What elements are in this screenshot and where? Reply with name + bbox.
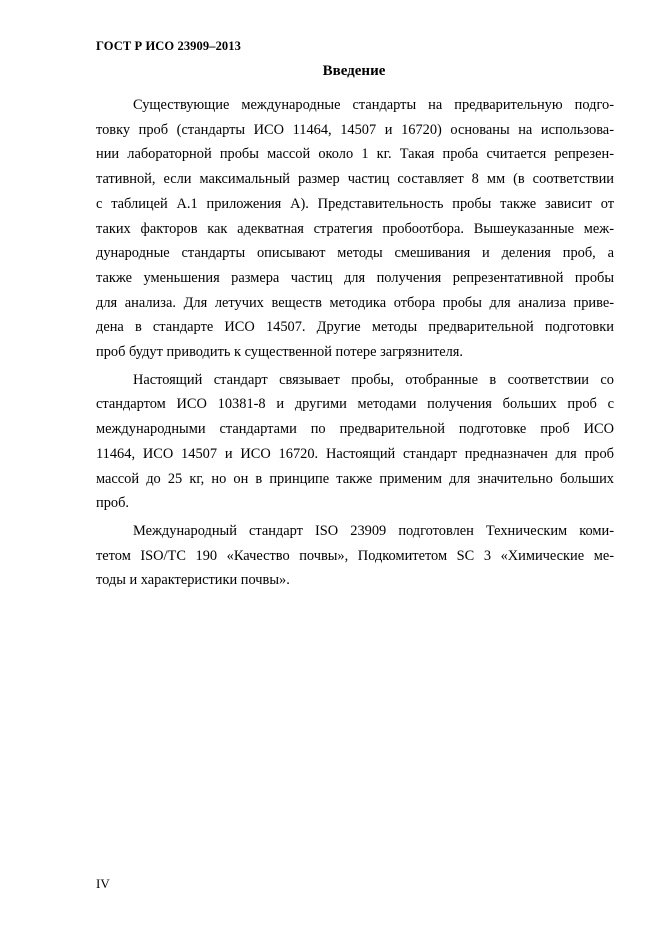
text-line: таких факторов как адекватная стратегия пробоотбора. Вышеуказанные меж- bbox=[96, 220, 614, 237]
text-line: тоды и характеристики почвы». bbox=[96, 572, 290, 589]
body-text bbox=[96, 93, 614, 596]
text-line: также уменьшения размера частиц для получения репрезентативной пробы bbox=[96, 269, 614, 286]
text-line: с таблицей А.1 приложения А). Представительность пробы также зависит от bbox=[96, 195, 614, 212]
section-title: Введение bbox=[322, 63, 386, 79]
text-line: проб будут приводить к существенной потере загрязнителя. bbox=[96, 344, 464, 361]
text-line: Международный стандарт ISO 23909 подготовлен Техническим коми- bbox=[133, 522, 614, 539]
text-line: 11464, ИСО 14507 и ИСО 16720. Настоящий стандарт предназначен для проб bbox=[96, 445, 614, 462]
text-line: для анализа. Для летучих веществ методика отбора пробы для анализа приве- bbox=[96, 294, 614, 311]
text-line: Настоящий стандарт связывает пробы, отобранные в соответствии со bbox=[133, 371, 614, 388]
text-line: тативной, если максимальный размер частиц составляет 8 мм (в соответствии bbox=[96, 171, 614, 188]
paragraph-2 bbox=[96, 368, 614, 516]
paragraph-1 bbox=[96, 93, 614, 365]
text-line: массой до 25 кг, но он в принципе также применим для значительно больших bbox=[96, 470, 614, 487]
page-number: IV bbox=[96, 876, 110, 891]
text-line: международными стандартами по предварительной подготовке проб ИСО bbox=[96, 421, 614, 438]
text-line: Существующие международные стандарты на предварительную подго- bbox=[133, 97, 614, 113]
document-code: ГОСТ Р ИСО 23909–2013 bbox=[96, 39, 241, 53]
text-line: тетом ISO/TC 190 «Качество почвы», Подкомитетом SC 3 «Химические ме- bbox=[96, 547, 614, 564]
text-line: дународные стандарты описывают методы смешивания и деления проб, а bbox=[96, 245, 614, 262]
text-line: товку проб (стандарты ИСО 11464, 14507 и 16720) основаны на использова- bbox=[96, 121, 614, 138]
text-line: стандартом ИСО 10381-8 и другими методами получения больших проб с bbox=[96, 396, 614, 413]
text-line: нии лабораторной пробы массой около 1 кг. Такая проба считается репрезен- bbox=[96, 146, 614, 163]
text-line: дена в стандарте ИСО 14507. Другие методы предварительной подготовки bbox=[96, 319, 614, 336]
paragraph-3 bbox=[96, 519, 614, 593]
text-line: проб. bbox=[96, 495, 130, 512]
